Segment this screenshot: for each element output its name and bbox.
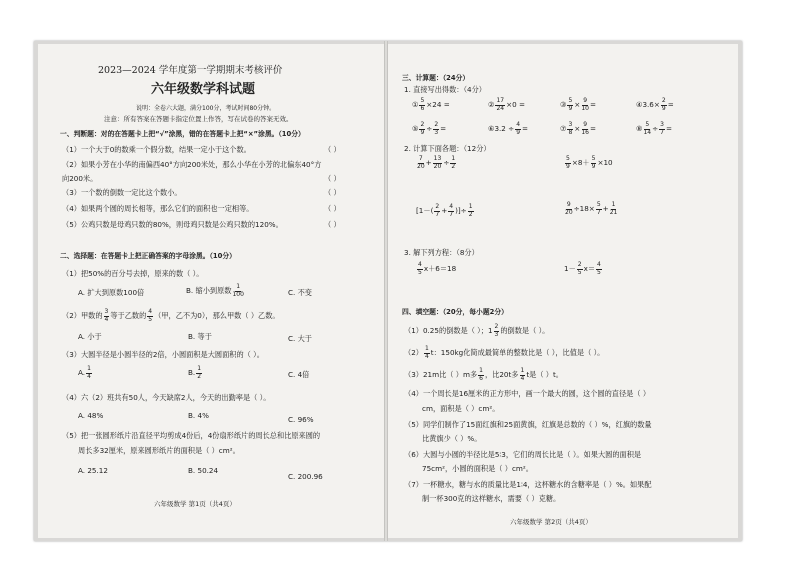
direct-calc-1: ① $\frac{5}{6}$ ×24 = (412, 97, 450, 112)
fill-q5-line1: （5）同学们制作了15面红旗和25面黄旗，红旗是总数的（ ）%，红旗的数量 (404, 420, 652, 429)
equation-2: 1－ $\frac{2}{5}$ x＝ $\frac{4}{5}$ (564, 261, 601, 276)
exam-year-title: 2023—2024 学年度第一学期期末考核评价 (98, 65, 283, 76)
choice-q5-line2: 周长多32厘米，原来圆形纸片的面积是（ ）cm²。 (78, 446, 240, 455)
exam-info: 说明：全卷六大题，满分100分，考试时间80分钟。 (136, 105, 276, 112)
equation-1: $\frac{4}{5}$ x＋6＝18 (418, 261, 457, 276)
choice-q1-c: C. 不变 (288, 288, 312, 297)
section-1-title: 一、判断题：对的在答题卡上把“√”涂黑，错的在答题卡上把“×”涂黑。（10分） (60, 130, 305, 138)
direct-calc-2: ② $\frac{17}{24}$ ×0 = (488, 97, 525, 112)
exam-page-2 (388, 44, 738, 538)
calc-expr-1: $\frac{7}{20}$ + $\frac{13}{20}$ ÷ $\frac{1}{2}$ (417, 155, 456, 170)
calc-sub3-title: 3. 解下列方程：（8分） (404, 248, 479, 257)
choice-q3-a: A. $\frac{1}{4}$ (78, 365, 91, 380)
direct-calc-7: ⑦ $\frac{3}{8}$ × $\frac{9}{16}$ = (560, 121, 596, 136)
calc-sub1-title: 1. 直接写出得数：（4分） (404, 85, 486, 94)
exam-page-1 (38, 44, 384, 538)
choice-q4-c: C. 96% (288, 415, 314, 424)
exam-notice: 注意：所有答案在答题卡指定位置上作答，写在试卷的答案无效。 (104, 115, 293, 123)
calc-expr-4: $\frac{9}{20}$ ÷18× $\frac{5}{7}$ + $\frac{1}{21}$ (565, 201, 618, 216)
fill-q6-line1: （6）大圆与小圆的半径比是5∶3，它们的周长比是（ ）。如果大圆的面积是 (404, 450, 642, 459)
fill-q3: （3）21m比（ ）m多 $\frac{1}{6}$ ，比20t多 $\frac{1}{4}$ t是（ ）t。 (404, 367, 563, 382)
judge-answer-3: （ ） (324, 188, 341, 197)
direct-calc-4: ④3.6× $\frac{2}{9}$ = (636, 97, 674, 112)
judge-item-2-cont: 向200米。 (62, 174, 98, 183)
page-1-footer: 六年级数学 第1页（共4页） (154, 500, 236, 508)
choice-q3-c: C. 4倍 (288, 370, 310, 379)
choice-q4: （4）六（2）班共有50人，今天缺席2人，今天的出勤率是（ ）。 (62, 393, 271, 402)
choice-q1-b: B. 缩小到原数 $\frac{1}{100}$ (186, 283, 244, 298)
choice-q2-b: B. 等于 (188, 332, 212, 341)
calc-expr-3: [1－( $\frac{2}{7}$ + $\frac{4}{7}$ )]÷ $\frac{1}{2}$ (416, 203, 473, 218)
choice-q5-line1: （5）把一张圆形纸片沿直径平均剪成4份后，4份扇形纸片的周长总和比原来圆的 (62, 431, 321, 440)
page-2-footer: 六年级数学 第2页（共4页） (510, 518, 592, 526)
choice-q4-a: A. 48% (78, 411, 104, 420)
judge-answer-1: （ ） (324, 145, 341, 154)
fill-q7-line1: （7）一杯糖水，糖与水的质量比是1∶4，这杯糖水的含糖率是（ ）%。如果配 (404, 480, 652, 489)
fill-q5-line2: 比黄旗少（ ）%。 (422, 434, 482, 443)
fill-q7-line2: 制一杯300克的这样糖水，需要（ ）克糖。 (422, 494, 561, 503)
section-3-title: 三、计算题：（24分） (402, 74, 470, 82)
direct-calc-6: ⑥3.2 ÷ $\frac{4}{9}$ = (488, 121, 529, 136)
choice-q2-a: A. 小于 (78, 332, 102, 341)
fill-q4-line1: （4）一个周长是16厘米的正方形中，画一个最大的圆，这个圆的直径是（ ） (404, 389, 651, 398)
fill-q4-line2: cm，面积是（ ）cm²。 (422, 404, 500, 413)
judge-item-4: （4）如果两个圆的周长相等，那么它们的面积也一定相等。 (62, 204, 254, 213)
fill-q6-line2: 75cm²，小圆的面积是（ ）cm²。 (422, 464, 533, 473)
choice-q5-c: C. 200.96 (288, 472, 323, 481)
judge-item-5: （5）公鸡只数是母鸡只数的80%，则母鸡只数是公鸡只数的120%。 (62, 220, 283, 229)
calc-sub2-title: 2. 计算下面各题：（12分） (404, 144, 491, 153)
choice-q5-b: B. 50.24 (188, 466, 219, 475)
section-2-title: 二、选择题：在答题卡上把正确答案的字母涂黑。（10分） (60, 252, 236, 260)
direct-calc-3: ③ $\frac{5}{9}$ × $\frac{9}{10}$ = (560, 97, 596, 112)
judge-item-3: （3）一个数的倒数一定比这个数小。 (62, 188, 182, 197)
choice-q3-b: B. $\frac{1}{2}$ (188, 365, 202, 380)
choice-q1-a: A. 扩大到原数100倍 (78, 288, 145, 297)
fill-q2: （2） $\frac{1}{4}$ t：150kg化简成最简单的整数比是（ ），比值是（ ）。 (404, 345, 605, 360)
judge-answer-5: （ ） (324, 220, 341, 229)
choice-q2-c: C. 大于 (288, 334, 312, 343)
fill-q1: （1）0.25的倒数是（ ）；1 $\frac{2}{3}$ 的倒数是（ ）。 (404, 323, 550, 338)
choice-q3: （3）大圆半径是小圆半径的2倍，小圆面积是大圆面积的（ ）。 (62, 350, 264, 359)
choice-q5-a: A. 25.12 (78, 466, 108, 475)
calc-expr-2: $\frac{5}{9}$ ×8＋ $\frac{5}{9}$ ×10 (566, 155, 613, 170)
section-4-title: 四、填空题：（20分，每小题2分） (402, 308, 508, 316)
direct-calc-5: ⑤ $\frac{2}{9}$ ÷ $\frac{2}{3}$ = (412, 121, 447, 136)
judge-item-1: （1）一个大于0的数乘一个假分数，结果一定小于这个数。 (62, 145, 251, 154)
exam-main-title: 六年级数学科试题 (151, 82, 256, 97)
judge-answer-2: （ ） (324, 174, 341, 183)
direct-calc-8: ⑧ $\frac{5}{14}$ ÷ $\frac{3}{7}$ = (636, 121, 672, 136)
choice-q4-b: B. 4% (188, 411, 209, 420)
choice-q1: （1）把50%的百分号去掉，原来的数（ ）。 (62, 269, 204, 278)
judge-item-2: （2）如果小芳在小华的南偏西40°方向200米处，那么小华在小芳的北偏东40°方 (62, 160, 322, 169)
choice-q2: （2）甲数的 $\frac{3}{4}$ 等于乙数的 $\frac{4}{5}$ （甲，乙不为0），那么甲数（ ）乙数。 (62, 308, 280, 323)
judge-answer-4: （ ） (324, 204, 341, 213)
